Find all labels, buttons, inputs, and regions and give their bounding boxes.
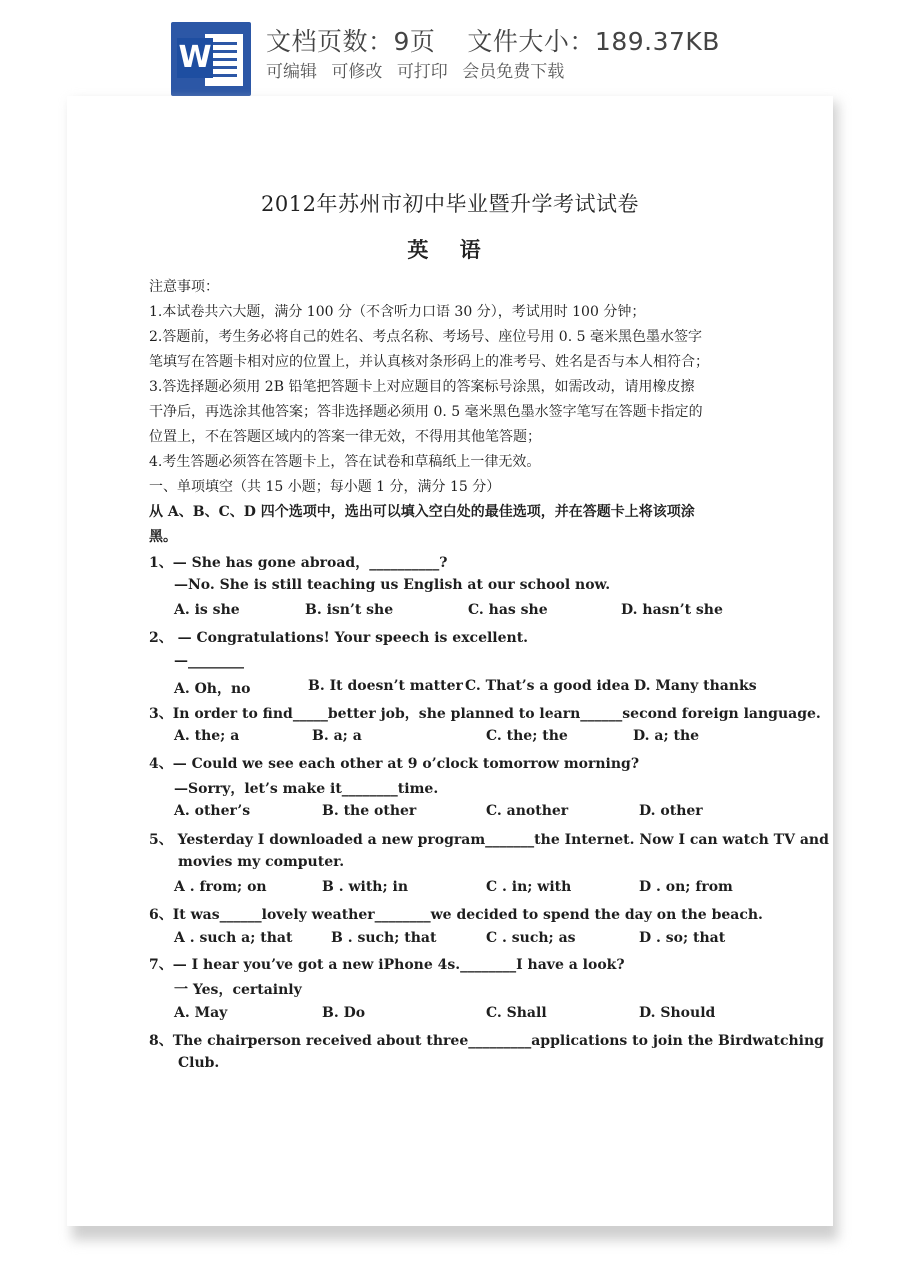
question-1-option-a: A. is she xyxy=(174,602,240,618)
question-5-option-c: C . in; with xyxy=(486,879,572,895)
doc-title: 2012年苏州市初中毕业暨升学考试试卷 xyxy=(261,192,639,216)
question-3-option-a: A. the; a xyxy=(174,728,240,744)
question-2-option-d: D. Many thanks xyxy=(634,678,757,694)
question-3-option-c: C. the; the xyxy=(486,728,568,744)
question-6-option-a: A . such a; that xyxy=(174,930,293,946)
question-7-line: 一 Yes，certainly xyxy=(174,982,302,998)
notice-line: 2.答题前，考生务必将自己的姓名、考点名称、考场号、座位号用 0. 5 毫米黑色墨水签字 xyxy=(149,329,702,345)
question-6-option-d: D . so; that xyxy=(639,930,726,946)
question-3-option-d: D. a; the xyxy=(633,728,700,744)
question-4-option-c: C. another xyxy=(486,803,569,819)
question-2-stem: 2、 — Congratulations! Your speech is excellent. xyxy=(149,630,529,646)
question-5-stem: 5、 Yesterday I downloaded a new program_______the Internet. Now I can watch TV and xyxy=(149,832,829,848)
question-7-option-a: A. May xyxy=(174,1005,228,1021)
feature-member-download: 会员免费下载 xyxy=(462,62,565,82)
question-5-option-a: A . from; on xyxy=(174,879,267,895)
word-file-icon xyxy=(171,22,251,96)
notice-heading: 注意事项： xyxy=(149,279,219,295)
question-4-stem: 4、— Could we see each other at 9 o’clock tomorrow morning? xyxy=(149,756,640,772)
question-5-option-d: D . on; from xyxy=(639,879,733,895)
page-count: 文档页数：9页 xyxy=(266,27,436,56)
document-page xyxy=(67,96,833,1226)
question-3-option-b: B. a; a xyxy=(312,728,362,744)
feature-printable: 可打印 xyxy=(396,62,448,82)
file-size: 文件大小：189.37KB xyxy=(467,27,720,56)
question-1-line: —No. She is still teaching us English at our school now. xyxy=(174,577,611,593)
section-instruction: 从 A、B、C、D 四个选项中，选出可以填入空白处的最佳选项，并在答题卡上将该项涂 xyxy=(149,504,695,520)
question-7-option-d: D. Should xyxy=(639,1005,716,1021)
notice-line: 位置上，不在答题区域内的答案一律无效，不得用其他笔答题； xyxy=(149,429,541,445)
question-4-option-d: D. other xyxy=(639,803,703,819)
word-letter-icon: W xyxy=(177,38,213,78)
question-7-option-c: C. Shall xyxy=(486,1005,547,1021)
notice-line: 4.考生答题必须答在答题卡上，答在试卷和草稿纸上一律无效。 xyxy=(149,454,541,470)
question-6-stem: 6、It was______lovely weather________we decided to spend the day on the beach. xyxy=(149,907,763,923)
question-8-line: Club. xyxy=(178,1055,220,1071)
question-2-option-c: C. That’s a good idea xyxy=(465,678,630,694)
feature-list xyxy=(266,57,573,82)
question-5-option-b: B . with; in xyxy=(322,879,409,895)
question-1-option-d: D. hasn’t she xyxy=(621,602,723,618)
doc-subject: 英 语 xyxy=(407,237,493,262)
section-instruction: 黑。 xyxy=(149,529,177,545)
question-6-option-b: B . such; that xyxy=(331,930,437,946)
question-4-option-a: A. other’s xyxy=(174,803,251,819)
feature-modifiable: 可修改 xyxy=(331,62,383,82)
question-2-option-a: A. Oh，no xyxy=(174,681,251,697)
feature-editable: 可编辑 xyxy=(266,62,317,82)
question-7-stem: 7、— I hear you’ve got a new iPhone 4s.________I have a look? xyxy=(149,957,625,973)
question-4-line: —Sorry，let’s make it________time. xyxy=(174,781,439,797)
question-1-option-c: C. has she xyxy=(468,602,548,618)
notice-line: 1.本试卷共六大题，满分 100 分（不含听力口语 30 分），考试用时 100 分钟； xyxy=(149,304,646,320)
question-4-option-b: B. the other xyxy=(322,803,417,819)
section-title: 一、单项填空（共 15 小题；每小题 1 分，满分 15 分） xyxy=(149,479,501,495)
question-1-stem: 1、— She has gone abroad，__________? xyxy=(149,555,448,571)
question-7-option-b: B. Do xyxy=(322,1005,366,1021)
question-6-option-c: C . such; as xyxy=(486,930,576,946)
question-3-stem: 3、In order to find_____better job，she planned to learn______second foreign language. xyxy=(149,706,821,722)
notice-line: 3.答选择题必须用 2B 铅笔把答题卡上对应题目的答案标号涂黑，如需改动，请用橡皮擦 xyxy=(149,379,695,395)
question-1-option-b: B. isn’t she xyxy=(305,602,394,618)
question-2-option-b: B. It doesn’t matter xyxy=(308,678,463,694)
notice-line: 干净后，再选涂其他答案；答非选择题必须用 0. 5 毫米黑色墨水签字笔写在答题卡指定的 xyxy=(149,404,703,420)
question-2-line: —________ xyxy=(174,653,244,669)
question-8-stem: 8、The chairperson received about three_________applications to join the Birdwatching xyxy=(149,1033,824,1049)
question-5-line: movies my computer. xyxy=(178,854,345,870)
notice-line: 笔填写在答题卡相对应的位置上，并认真核对条形码上的准考号、姓名是否与本人相符合； xyxy=(149,354,709,370)
file-meta xyxy=(266,22,720,58)
